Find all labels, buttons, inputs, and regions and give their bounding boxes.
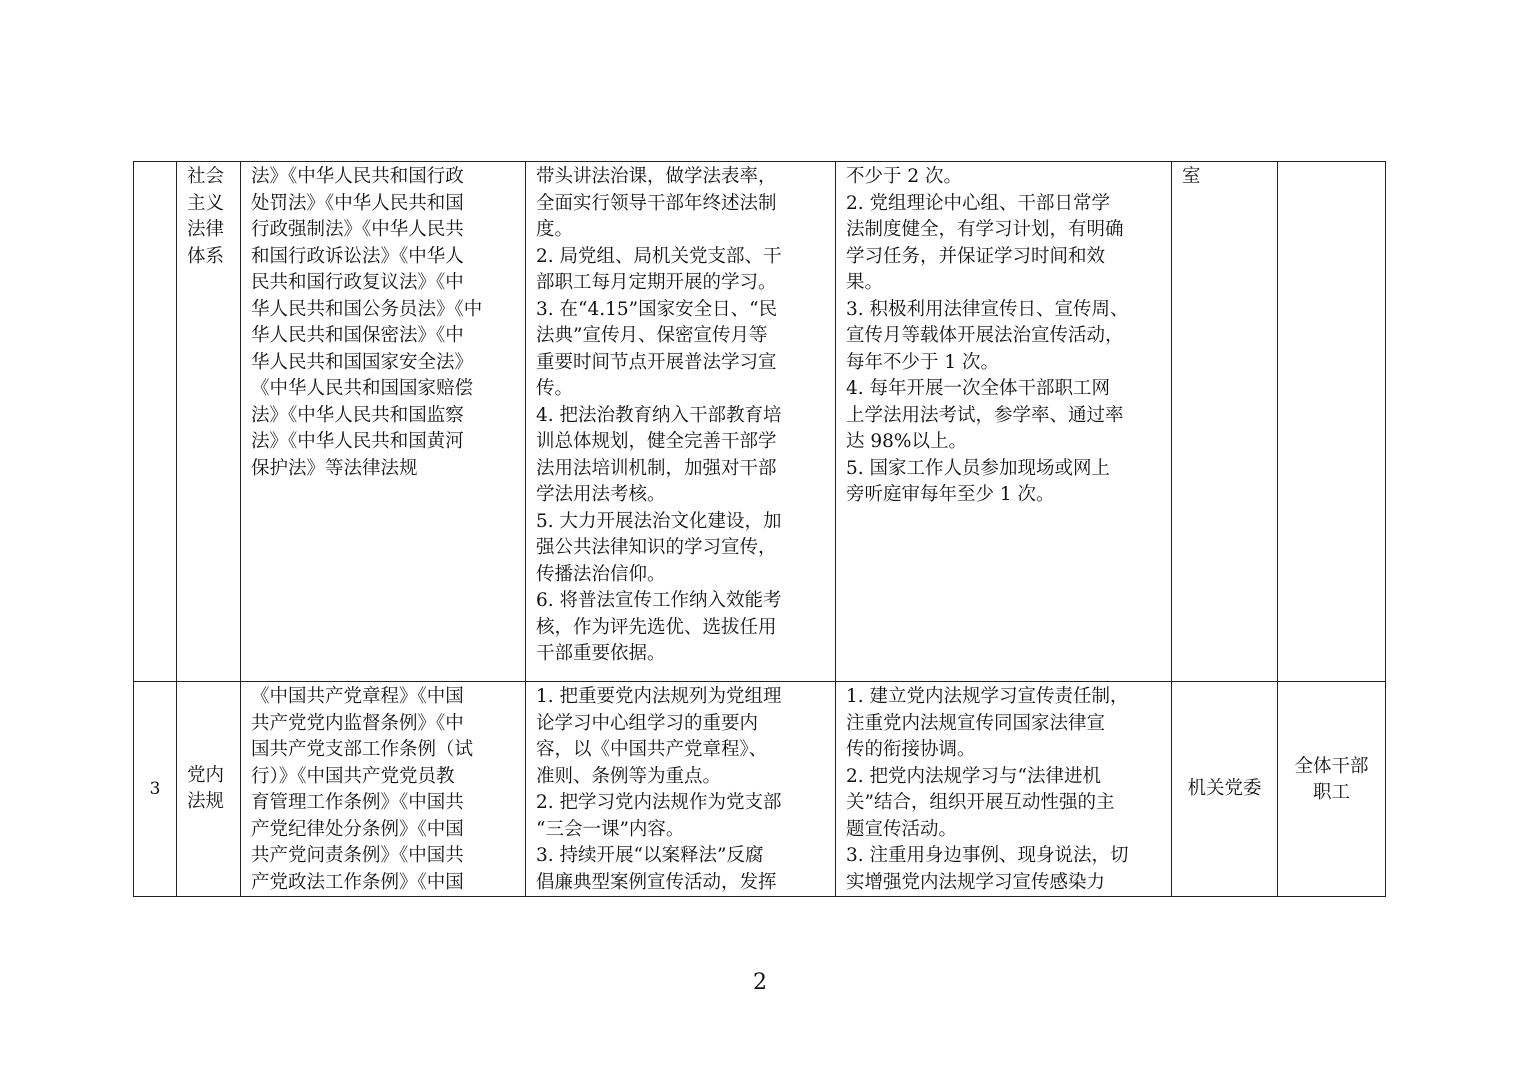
requirements-line: 果。 [846, 272, 884, 293]
content-line: 华人民共和国国家安全法》 [251, 351, 474, 373]
content-line: 国共产党支部工作条例（试 [251, 739, 474, 760]
requirements-line: 3. 注重用身边事例、现身说法，切 [846, 845, 1129, 866]
department-cell [1172, 162, 1278, 682]
requirements-line: 旁听庭审每年至少 1 次。 [846, 484, 1055, 505]
measures-line: 1. 把重要党内法规列为党组理 [536, 686, 782, 707]
requirements-line: 宣传月等载体开展法治宣传活动， [846, 325, 1124, 346]
content-cell [241, 682, 526, 897]
requirements-line: 题宣传活动。 [846, 818, 958, 840]
content-line: 民共和国行政复议法》《中 [251, 272, 464, 293]
category-cell [177, 162, 241, 682]
measures-line: 3. 持续开展“以案释法”反腐 [536, 845, 764, 866]
table-row [134, 682, 1386, 897]
requirements-line: 注重党内法规宣传同国家法律宣 [846, 712, 1106, 734]
content-line: 共产党党内监督条例》《中 [251, 712, 464, 734]
table-row [134, 162, 1386, 682]
content-line: 《中国共产党章程》《中国 [251, 686, 464, 707]
content-line: 和国行政诉讼法》《中华人 [251, 245, 464, 267]
content-line: 保护法》等法律法规 [251, 457, 418, 479]
content-line: 《中华人民共和国国家赔偿 [251, 378, 474, 399]
law-education-plan-table [133, 161, 1386, 897]
content-line: 育管理工作条例》《中国共 [251, 792, 464, 813]
measures-line: 6. 将普法宣传工作纳入效能考 [536, 590, 782, 611]
measures-line: 学法用法考核。 [536, 484, 666, 505]
requirements-line: 上学法用法考试，参学率、通过率 [846, 404, 1124, 426]
measures-cell [526, 682, 836, 897]
measures-line: 法典”宣传月、保密宣传月等 [536, 325, 768, 346]
measures-cell [526, 162, 836, 682]
requirements-line: 每年不少于 1 次。 [846, 351, 1000, 373]
category-line: 社会 [187, 166, 225, 187]
requirements-line: 关”结合，组织开展互动性强的主 [846, 792, 1115, 813]
content-line: 法》《中华人民共和国黄河 [251, 431, 464, 452]
content-line: 法》《中华人民共和国监察 [251, 404, 464, 426]
measures-line: 2. 局党组、局机关党支部、干 [536, 245, 782, 267]
measures-line: 度。 [536, 219, 574, 240]
measures-line: 法用法培训机制，加强对干部 [536, 457, 777, 479]
requirements-line: 传的衔接协调。 [846, 739, 976, 760]
content-line: 处罚法》《中华人民共和国 [251, 192, 464, 214]
requirements-line: 3. 积极利用法律宣传日、宣传周、 [846, 298, 1129, 320]
content-line: 法》《中华人民共和国行政 [251, 166, 464, 187]
content-cell [241, 162, 526, 682]
page-number: 2 [753, 970, 767, 995]
requirements-cell [836, 162, 1172, 682]
department-cell [1172, 682, 1278, 897]
content-line: 行）》《中国共产党党员教 [251, 765, 455, 787]
requirements-line: 4. 每年开展一次全体干部职工网 [846, 378, 1111, 399]
measures-line: 传。 [536, 378, 574, 399]
measures-line: 核，作为评先选优、选拔任用 [536, 616, 777, 638]
category-line: 主义 [187, 192, 225, 214]
measures-line: 3. 在“4.15”国家安全日、“民 [536, 298, 778, 320]
measures-line: 4. 把法治教育纳入干部教育培 [536, 404, 782, 426]
measures-line: “三会一课”内容。 [536, 818, 685, 840]
measures-line: 重要时间节点开展普法学习宣 [536, 351, 777, 373]
row-number-cell: 3 [134, 682, 177, 897]
measures-line: 全面实行领导干部年终述法制 [536, 192, 777, 214]
content-line: 共产党问责条例》《中国共 [251, 845, 464, 866]
department-line: 机关党委 [1187, 777, 1262, 799]
measures-line: 强公共法律知识的学习宣传， [536, 537, 777, 558]
requirements-line: 达 98%以上。 [846, 431, 968, 452]
requirements-line: 学习任务，并保证学习时间和效 [846, 245, 1106, 267]
category-cell [177, 682, 241, 897]
audience-line: 职工 [1312, 782, 1350, 803]
measures-line: 训总体规划，健全完善干部学 [536, 431, 777, 452]
requirements-cell [836, 682, 1172, 897]
content-line: 华人民共和国公务员法》《中 [251, 298, 483, 320]
measures-line: 传播法治信仰。 [536, 563, 666, 585]
audience-line: 全体干部 [1294, 755, 1369, 777]
measures-line: 论学习中心组学习的重要内 [536, 712, 759, 734]
category-line: 法规 [187, 791, 225, 812]
measures-line: 准则、条例等为重点。 [536, 765, 722, 787]
measures-line: 容，以《中国共产党章程》、 [536, 739, 768, 760]
content-line: 产党纪律处分条例》《中国 [251, 818, 464, 840]
measures-line: 2. 把学习党内法规作为党支部 [536, 792, 782, 813]
category-line: 党内 [187, 764, 225, 786]
content-line: 华人民共和国保密法》《中 [251, 325, 464, 346]
requirements-line: 法制度健全，有学习计划，有明确 [846, 219, 1124, 240]
requirements-line: 实增强党内法规学习宣传感染力 [846, 871, 1106, 893]
department-line: 室 [1182, 166, 1201, 187]
requirements-line: 不少于 2 次。 [846, 166, 963, 187]
category-line: 体系 [187, 245, 225, 267]
audience-cell [1278, 682, 1386, 897]
row-number-cell [134, 162, 177, 682]
content-line: 行政强制法》《中华人民共 [251, 219, 464, 240]
measures-line: 倡廉典型案例宣传活动，发挥 [536, 871, 777, 893]
measures-line: 部职工每月定期开展的学习。 [536, 272, 777, 293]
content-line: 产党政法工作条例》《中国 [251, 871, 464, 893]
requirements-line: 2. 党组理论中心组、干部日常学 [846, 192, 1111, 214]
requirements-line: 2. 把党内法规学习与“法律进机 [846, 765, 1101, 787]
requirements-line: 5. 国家工作人员参加现场或网上 [846, 457, 1111, 479]
measures-line: 带头讲法治课，做学法表率， [536, 166, 777, 187]
audience-cell [1278, 162, 1386, 682]
category-line: 法律 [187, 219, 225, 240]
requirements-line: 1. 建立党内法规学习宣传责任制， [846, 686, 1129, 707]
measures-line: 5. 大力开展法治文化建设，加 [536, 510, 782, 532]
measures-line: 干部重要依据。 [536, 643, 666, 664]
